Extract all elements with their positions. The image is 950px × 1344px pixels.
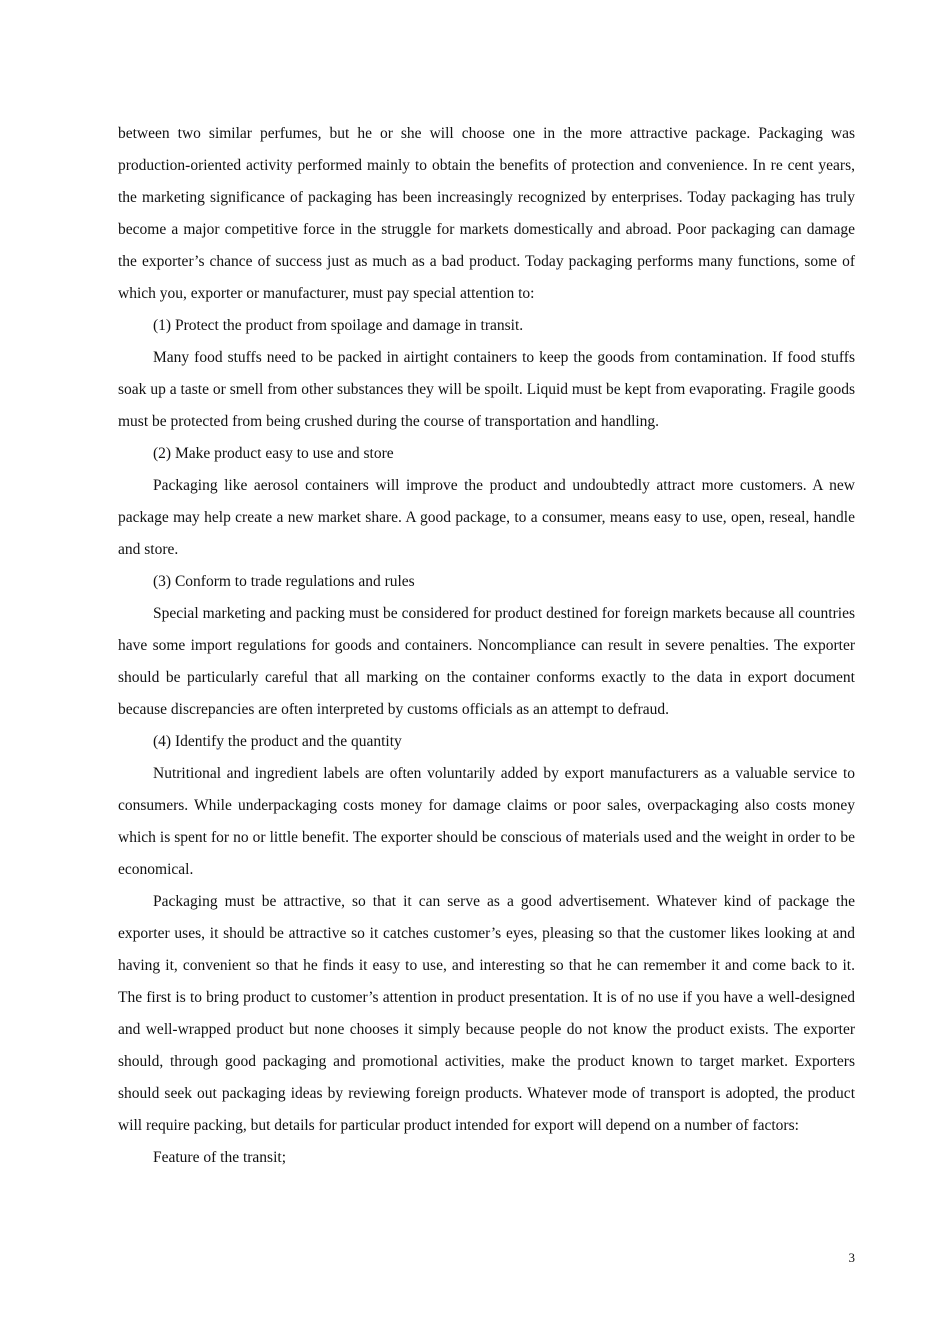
paragraph-attractive-packaging: Packaging must be attractive, so that it can serve as a good advertisement. Whatever kind of package the exporter uses, it should be attractive so it catches customer’s eyes, pleasing so that the customer likes looking at and having it, convenient so that he finds it easy to use, and interesting so that he can remember it and come back to it. The first is to bring product to customer’s attention in product presentation. It is of no use if you have a well-designed and well-wrapped product but none chooses it simply because people do not know the product exists. The exporter should, through good packaging and promotional activities, make the product known to target market. Exporters should seek out packaging ideas by reviewing foreign products. Whatever mode of transport is adopted, the product will require packing, but details for particular product intended for export will depend on a number of factors: (118, 893, 855, 1134)
page-number: 3 (848, 1250, 855, 1265)
list-heading-easy-to-use: (2) Make product easy to use and store (153, 445, 394, 462)
paragraph-nutritional-labels: Nutritional and ingredient labels are often voluntarily added by export manufacturers as a valuable service to consumers. While underpackaging costs money for damage claims or poor sales, overpackaging also costs money which is spent for no or little benefit. The exporter should be conscious of materials used and the weight in order to be economical. (118, 765, 855, 878)
paragraph-feature-of-transit: Feature of the transit; (153, 1149, 286, 1166)
list-heading-protect-product: (1) Protect the product from spoilage and damage in transit. (153, 317, 524, 334)
list-heading-trade-regulations: (3) Conform to trade regulations and rules (153, 573, 415, 590)
body-text (118, 118, 855, 1174)
paragraph-aerosol-containers: Packaging like aerosol containers will improve the product and undoubtedly attract more customers. A new package may help create a new market share. A good package, to a consumer, means easy to use, open, reseal, handle and store. (118, 477, 855, 558)
paragraph-food-stuffs: Many food stuffs need to be packed in airtight containers to keep the goods from contamination. If food stuffs soak up a taste or smell from other substances they will be spoilt. Liquid must be kept from evaporating. Fragile goods must be protected from being crushed during the course of transportation and handling. (118, 349, 855, 430)
list-heading-identify-product: (4) Identify the product and the quantity (153, 733, 402, 750)
paragraph-continuation: between two similar perfumes, but he or she will choose one in the more attractive package. Packaging was production-oriented activity performed mainly to obtain the benefits of protection and convenience. In re cent years, the marketing significance of packaging has been increasingly recognized by enterprises. Today packaging has truly become a major competitive force in the struggle for markets domestically and abroad. Poor packaging can damage the exporter’s chance of success just as much as a bad product. Today packaging performs many functions, some of which you, exporter or manufacturer, must pay special attention to: (118, 125, 855, 302)
paragraph-special-marketing: Special marketing and packing must be considered for product destined for foreign markets because all countries have some import regulations for goods and containers. Noncompliance can result in severe penalties. The exporter should be particularly careful that all marking on the container conforms exactly to the data in export document because discrepancies are often interpreted by customs officials as an attempt to defraud. (118, 605, 855, 718)
